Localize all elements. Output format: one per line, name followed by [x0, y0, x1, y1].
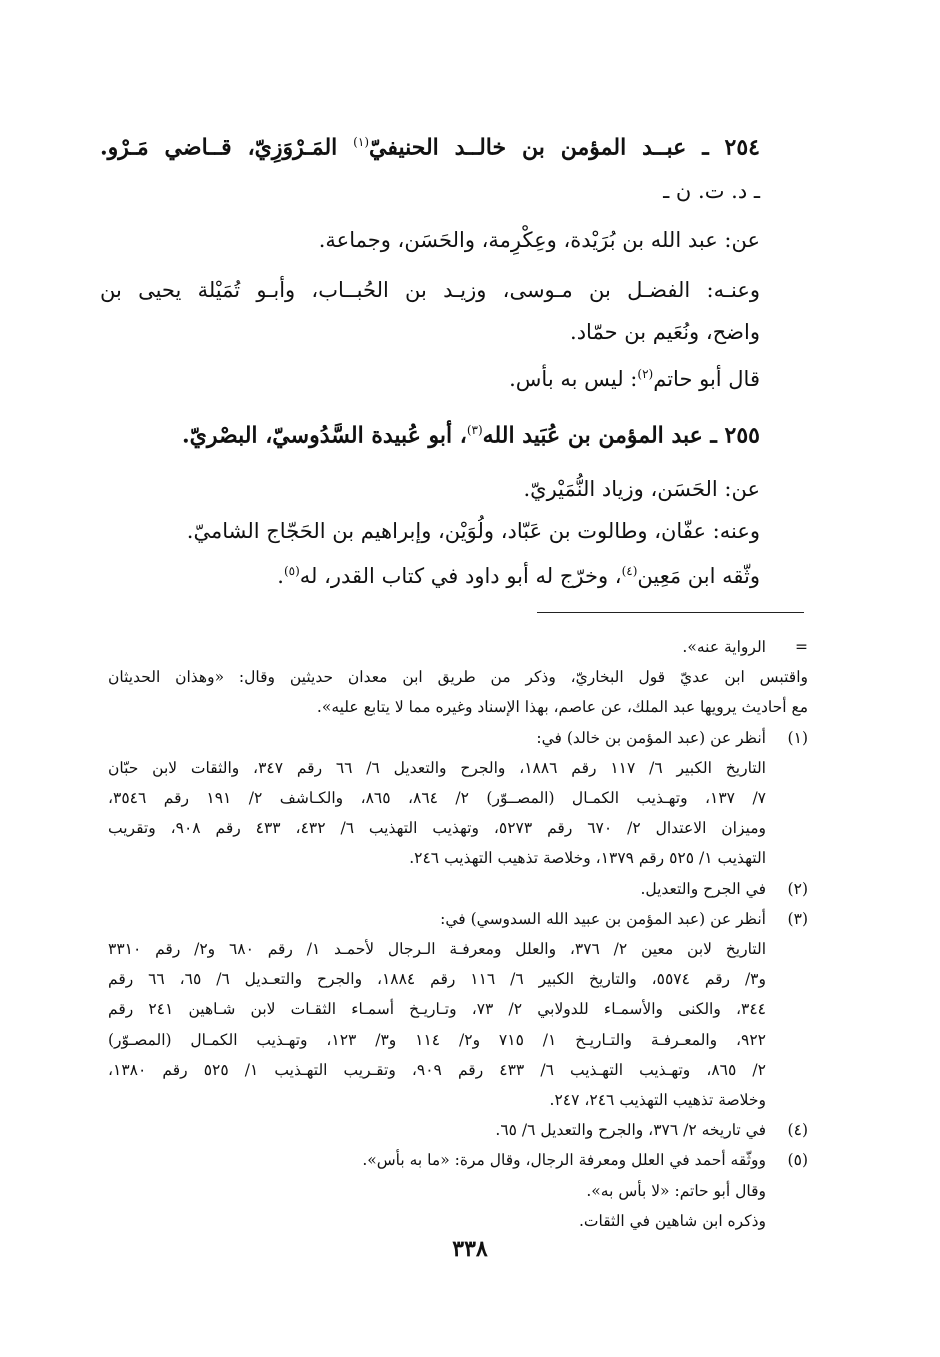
footnote-line: الرواية عنه».: [682, 638, 766, 656]
entry-title: ـ عبد المؤمن بن عُبَيد الله: [482, 422, 725, 449]
footnote-line: في الجرح والتعديل.: [640, 879, 766, 898]
entry-title-rest: المَـرْوَزِيّ، قــاضي مَـرْو.: [100, 134, 354, 161]
entry-number: ٢٥٤: [724, 134, 760, 161]
footnote-mark: (٣): [787, 909, 808, 928]
footnote-ref: (٥): [283, 563, 300, 578]
entry-heading-254: [100, 118, 760, 171]
entry-title-rest: ، أبو عُبيدة السَّدُوسيّ، البصْريّ.: [181, 422, 467, 449]
footnote-continuation: [108, 632, 808, 662]
footnote-line: في تاريخه ٢/ ٣٧٦، والجرح والتعديل ٦/ ٦٥.: [495, 1121, 766, 1140]
narrated-by-line: وعنـه: الفضـل بن مـوسى، وزيـد بن الحُبــاب، وأبـو تُمَيْلة يحيى بن: [100, 278, 760, 303]
footnotes: [108, 632, 808, 1236]
footnote-ref: (٢): [637, 367, 654, 382]
footnote-4: [108, 1115, 808, 1145]
narrated-by-line-cont: واضح، ونُعَيم بن حمّاد.: [570, 320, 760, 345]
footnote-line: ٢/ ٨٦٥، وتهـذيب التهـذيب ٦/ ٤٣٣ رقم ٩٠٩، وتقـريب التهـذيب ١/ ٥٢٥ رقم ١٣٨٠،: [108, 1060, 766, 1079]
footnote-3: [108, 904, 808, 1115]
footnote-line: وميزان الاعتدال ٢/ ٦٧٠ رقم ٥٢٧٣، وتهذيب التهذيب ٦/ ٤٣٢، ٤٣٣ رقم ٩٠٨، وتقريب: [108, 819, 766, 838]
footnote-line: وخلاصة تذهيب التهذيب ٢٤٦، ٢٤٧.: [549, 1091, 766, 1110]
entry-symbols: ـ د. ت. ن ـ: [663, 179, 760, 204]
footnote-divider: [537, 612, 804, 613]
footnote-line: واقتبس ابن عديّ قول البخاريّ، وذكر من طريق ابن معدان حديثين وقال: «وهذان الحديثان: [108, 668, 808, 687]
footnote-line: التاريخ الكبير ٦/ ١١٧ رقم ١٨٨٦، والجرح والتعديل ٦/ ٦٦ رقم ٣٤٧، والثقات لابن حبّان: [108, 758, 766, 777]
footnote-mark: (١): [787, 728, 808, 747]
footnote-line: أنظر عن (عبد المؤمن بن عبيد الله السدوسي) في:: [440, 909, 766, 928]
narrated-from-line: عن: الحَسَن، وزياد النُّمَيْريّ.: [523, 476, 760, 501]
grading-line: [100, 351, 760, 402]
grading-text: وثّقه ابن مَعِين: [637, 563, 760, 588]
footnote-ref: (٤): [621, 563, 638, 578]
footnote-line: وذكره ابن شاهين في الثقات.: [578, 1211, 766, 1230]
narrated-by-line: وعنه: عفّان، وطالوت بن عَبّاد، ولُوَيْن، وإبراهيم بن الحَجّاج الشاميّ.: [186, 518, 760, 543]
footnote-line: وقال أبو حاتم: «لا بأس به».: [586, 1181, 766, 1200]
main-text: [100, 118, 760, 599]
footnote-line: ووثّقه أحمد في العلل ومعرفة الرجال، وقال مرة: «ما به بأس».: [362, 1151, 766, 1170]
grading-text: قال أبو حاتم: [653, 367, 760, 392]
grading-text-end: .: [277, 563, 284, 588]
footnote-mark: =: [795, 638, 808, 656]
footnote-line: أنظر عن (عبد المؤمن بن خالد) في:: [536, 728, 766, 747]
footnote-line: ٩٢٢، والمعـرفـة والتـاريـخ ١/ ٧١٥ و٢/ ١١٤ و٣/ ١٢٣، وتهـذيب الكمـال (المصـوّر): [108, 1030, 767, 1049]
grading-text-rest: : ليس به بأس.: [509, 367, 638, 392]
footnote-line: التاريخ لابن معين ٢/ ٣٧٦، والعلل ومعرفـة الـرجال لأحمـد ١/ رقم ٦٨٠ و٢/ رقم ٣٣١٠: [108, 940, 767, 959]
footnote-line: التهذيب ١/ ٥٢٥ رقم ١٣٧٩، وخلاصة تذهيب التهذيب ٢٤٦.: [409, 849, 766, 868]
entry-number: ٢٥٥: [724, 422, 760, 449]
page-number: ٣٣٨: [452, 1236, 488, 1262]
footnote-1: [108, 723, 808, 874]
entry-heading-255: [100, 406, 760, 459]
footnote-mark: (٢): [787, 879, 808, 898]
footnote-ref: (٣): [466, 423, 483, 438]
footnote-line: ٧/ ١٣٧، وتهـذيب الكمـال (المصــوّر) ٢/ ٨٦٤، ٨٦٥، والكـاشف ٢/ ١٩١ رقم ٣٥٤٦،: [108, 789, 766, 808]
narrated-from-line: عن: عبد الله بن بُرَيْدة، وعِكْرِمة، والحَسَن، وجماعة.: [318, 228, 760, 253]
footnote-mark: (٤): [787, 1121, 808, 1140]
footnote-mark: (٥): [787, 1151, 808, 1170]
grading-line: [100, 548, 760, 599]
footnote-line: مع أحاديث يرويها عبد الملك، عن عاصم، بهذا الإسناد وغيره مما لا يتابع عليه».: [316, 698, 808, 717]
grading-text-mid: ، وخرّج له أبو داود في كتاب القدر، له: [299, 563, 622, 588]
footnote-line: و٣/ رقم ٥٥٧٤، والتاريخ الكبير ٦/ ١١٦ رقم ١٨٨٤، والجرح والتعـديل ٦/ ٦٥، ٦٦ رقم: [108, 970, 766, 989]
footnote-ref: (١): [353, 135, 369, 149]
footnote-5: [108, 1145, 808, 1236]
entry-title: ـ عبــد المؤمن بن خالــد الحنيفيّ: [369, 134, 725, 161]
footnote-2: [108, 874, 808, 904]
footnote-line: ٣٤٤، والكنى والأسمـاء للدولابي ٢/ ٧٣، وتـاريـخ أسمـاء الثقـات لابن شـاهين ٢٤١ رقم: [108, 1000, 766, 1019]
